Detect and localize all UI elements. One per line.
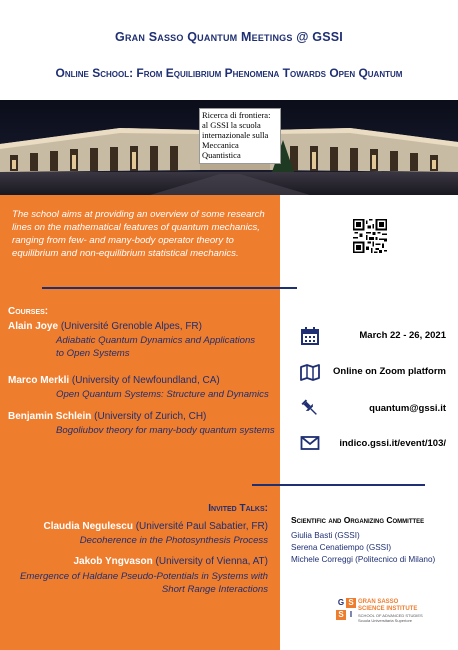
pushpin-icon xyxy=(300,398,320,418)
logo-letter: I xyxy=(349,610,353,619)
committee-member: Serena Cenatiempo (GSSI) xyxy=(291,543,392,552)
invited-talks-heading: Invited Talks: xyxy=(208,503,268,514)
lecturer-affiliation: (University of Newfoundland, CA) xyxy=(71,375,220,386)
courses-heading: Courses: xyxy=(8,306,49,317)
course-title: Adiabatic Quantum Dynamics and Applications to Open Systems xyxy=(56,335,256,359)
talk-title: Decoherence in the Photosynthesis Process xyxy=(79,535,268,546)
lecturer-line xyxy=(8,410,206,423)
committee-member: Michele Correggi (Politecnico di Milano) xyxy=(291,555,436,564)
lecturer-line xyxy=(8,320,202,333)
divider xyxy=(252,484,425,486)
speaker-name: Claudia Negulescu xyxy=(43,521,133,532)
speaker-line xyxy=(8,520,268,533)
logo-letter: S xyxy=(336,610,346,620)
course-title: Open Quantum Systems: Structure and Dynamics xyxy=(56,389,269,400)
committee-member: Giulia Basti (GSSI) xyxy=(291,531,360,540)
qr-code[interactable] xyxy=(353,219,387,253)
event-date: March 22 - 26, 2021 xyxy=(359,330,446,341)
event-platform: Online on Zoom platform xyxy=(333,366,446,377)
speaker-line xyxy=(8,555,268,568)
photo-caption: Ricerca di frontiera: al GSSI la scuola internazionale sulla Meccanica Quantistica xyxy=(199,108,281,164)
school-title: Online School: From Equilibrium Phenomena Towards Open Quantum xyxy=(55,66,403,80)
lecturer-line xyxy=(8,374,220,387)
speaker-affiliation: (University of Vienna, AT) xyxy=(155,556,268,567)
logo-sub-line: SCHOOL OF ADVANCED STUDIES xyxy=(358,613,423,618)
intro-text: The school aims at providing an overview of some research lines on the mathematical features of quantum mechanics, ranging from few- and many-body operator theory to equilibrium and non-equilibrium statistical mechanics. xyxy=(12,209,265,259)
map-icon xyxy=(300,362,320,382)
series-title: Gran Sasso Quantum Meetings @ GSSI xyxy=(115,30,343,44)
lecturer-affiliation: (Université Grenoble Alpes, FR) xyxy=(60,321,202,332)
logo-subtitle xyxy=(358,613,423,623)
speaker-affiliation: (Université Paul Sabatier, FR) xyxy=(135,521,268,532)
lecturer-name: Marco Merkli xyxy=(8,375,70,386)
committee-heading: Scientific and Organizing Committee xyxy=(291,515,425,525)
divider xyxy=(42,287,297,289)
logo-name-line: SCIENCE INSTITUTE xyxy=(358,605,418,612)
logo-letter: G xyxy=(337,598,345,607)
course-title: Bogoliubov theory for many-body quantum systems xyxy=(56,425,275,436)
event-url[interactable]: indico.gssi.it/event/103/ xyxy=(339,438,446,449)
right-column xyxy=(280,195,458,650)
logo-sub-line: Scuola Universitaria Superiore xyxy=(358,618,413,623)
lecturer-affiliation: (University of Zurich, CH) xyxy=(94,411,207,422)
calendar-icon xyxy=(300,326,320,346)
speaker-name: Jakob Yngvason xyxy=(73,556,153,567)
logo-name xyxy=(358,599,417,612)
lecturer-name: Benjamin Schlein xyxy=(8,411,92,422)
logo-name-line: GRAN SASSO xyxy=(358,599,399,605)
lecturer-name: Alain Joye xyxy=(8,321,59,332)
envelope-icon xyxy=(300,433,320,453)
talk-title: Emergence of Haldane Pseudo-Potentials in Systems with Short Range Interactions xyxy=(20,571,268,595)
logo-letter: S xyxy=(346,598,356,608)
contact-email[interactable]: quantum@gssi.it xyxy=(369,403,446,414)
